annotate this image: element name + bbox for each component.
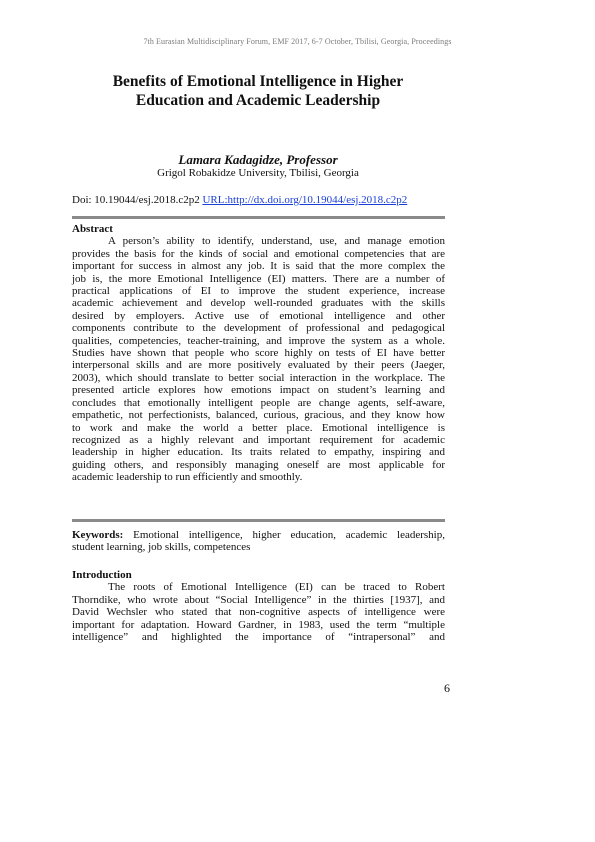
author-affiliation: Grigol Robakidze University, Tbilisi, Georgia [157, 167, 359, 179]
abstract-line: desired by employers. Active use of emotional intelligence and other [72, 309, 445, 322]
section-divider-top [72, 216, 445, 219]
introduction-line: Thorndike, who wrote about “Social Intelligence” in the thirties [1937], and [72, 593, 445, 606]
abstract-line: A person’s ability to identify, understand, use, and manage emotion [108, 235, 445, 248]
abstract-line: recognized as a highly relevant and important requirement for academic [72, 433, 445, 446]
abstract-line: academic achievement and develop well-rounded graduates with the skills [72, 297, 445, 310]
title-line: Education and Academic Leadership [135, 92, 381, 109]
abstract-line: leadership in higher education. Its traits related to empathy, inspiring and [72, 446, 445, 459]
section-divider-bottom [72, 519, 445, 522]
abstract-line: practical applications of EI to improve the student experience, increase [72, 285, 445, 298]
introduction-line: important for adaptation. Howard Gardner, in 1983, used the term “multiple [72, 618, 445, 631]
abstract-line: important for success in almost any job. It is said that the more complex the [72, 260, 445, 273]
introduction-line: intelligence” and highlighted the importance of “intrapersonal” and [72, 631, 445, 644]
keywords-text: Emotional intelligence, higher education, academic leadership, [123, 529, 445, 541]
abstract-section [72, 223, 445, 484]
page-number: 6 [444, 681, 450, 695]
introduction-section [72, 569, 445, 643]
introduction-line: The roots of Emotional Intelligence (EI) can be traced to Robert [108, 581, 445, 594]
keywords-line [72, 529, 445, 541]
abstract-line: interpersonal skills and are more positively evaluated by their peers (Jaeger, [72, 359, 445, 372]
abstract-line: provides the basis for the kinds of social and emotional competencies that are [72, 247, 445, 260]
introduction-line: David Wechsler who stated that non-cognitive aspects of intelligence were [72, 606, 445, 619]
abstract-line: presented article explores how emotions impact on student’s learning and [72, 384, 445, 397]
introduction-heading: Introduction [72, 569, 132, 581]
keywords-label: Keywords: [72, 529, 124, 541]
abstract-line: academic leadership to run efficiently and smoothly. [72, 471, 303, 484]
running-header: 7th Eurasian Multidisciplinary Forum, EMF 2017, 6-7 October, Tbilisi, Georgia, Proceedings [143, 37, 452, 46]
author-name: Lamara Kadagidze, Professor [178, 152, 338, 167]
abstract-line: to work and make the world a better place. Emotional intelligence is [72, 421, 445, 434]
doi-line [72, 194, 452, 207]
abstract-line: concludes that emotionally intelligent people are change agents, self-aware, [72, 396, 445, 409]
abstract-heading: Abstract [72, 223, 113, 235]
doi-label: Doi: 10.19044/esj.2018.c2p2 [72, 194, 200, 206]
abstract-line: Studies have shown that people who score highly on tests of EI have better [72, 347, 445, 360]
abstract-line: empathetic, not perfectionists, balanced, curious, gracious, and they know how [72, 409, 445, 422]
abstract-line: guiding others, and responsibly managing oneself are most applicable for [72, 458, 445, 471]
abstract-line: components contribute to the development of professional and pedagogical [72, 322, 445, 335]
doi-url-link[interactable]: URL:http://dx.doi.org/10.19044/esj.2018.c2p2 [202, 194, 408, 206]
title-line: Benefits of Emotional Intelligence in Higher [112, 73, 404, 90]
keywords-section [72, 529, 445, 554]
paper-title [72, 72, 444, 110]
abstract-line: qualities, competencies, teacher-training, and improve the system as a whole. [72, 334, 445, 347]
abstract-line: job is, the more Emotional Intelligence (EI) matters. There are a number of [72, 272, 445, 285]
keywords-text: student learning, job skills, competences [72, 541, 251, 554]
abstract-line: 2003), which should translate to better social interaction in the workplace. The [72, 371, 445, 384]
